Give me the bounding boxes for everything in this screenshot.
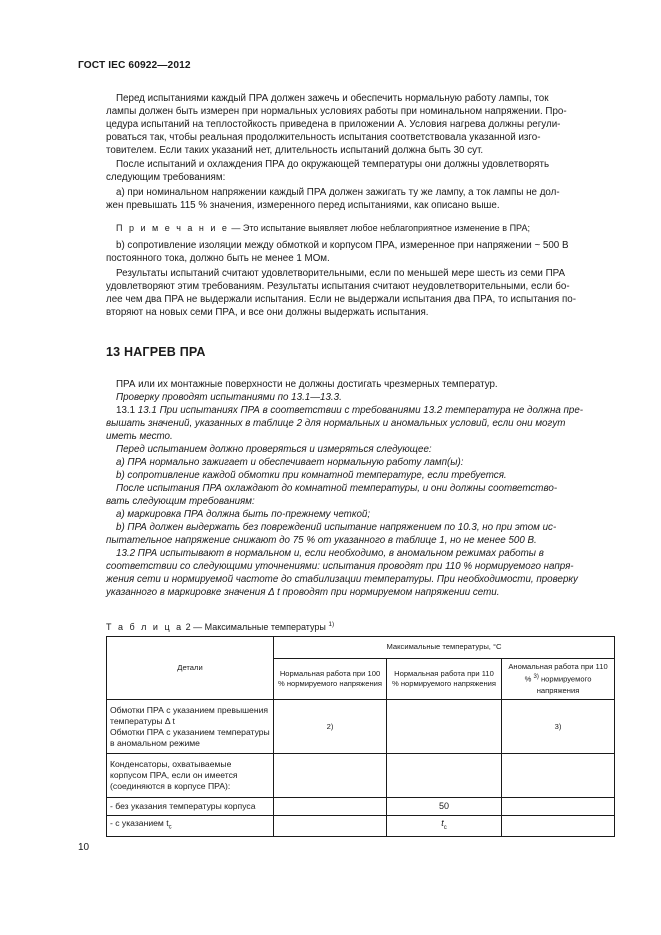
line: постоянного тока, должно быть не менее 1 МОм. xyxy=(106,253,330,264)
cell-abnormal: 3) xyxy=(502,700,615,754)
line: роваться так, чтобы реальная продолжительность испытания соответствовала указанной изго- xyxy=(106,132,541,143)
line: указанного в маркировке значения Δ t проводят при нормируемом напряжении сети. xyxy=(106,587,500,598)
col-details: Детали xyxy=(107,637,274,700)
cell-text: Обмотки ПРА с указанием температуры в аномальном режиме xyxy=(110,726,270,748)
cell-normal-110 xyxy=(387,700,502,754)
line: а) ПРА нормально зажигает и обеспечивает нормальную работу ламп(ы): xyxy=(116,457,464,468)
line: товителем. Если таких указаний нет, длительность испытаний должна быть 30 сут. xyxy=(106,145,484,156)
para-requirement-a xyxy=(106,186,614,212)
cell-text: - с указанием t xyxy=(110,818,169,829)
line: b) сопротивление каждой обмотки при комнатной температуре, если требуется. xyxy=(116,470,507,481)
line: 13.2 ПРА испытывают в нормальном и, если необходимо, в аномальном режимах работы в xyxy=(116,548,544,559)
line: вать следующим требованиям: xyxy=(106,496,255,507)
table-row xyxy=(107,700,615,754)
cell-empty xyxy=(502,754,615,798)
page-number: 10 xyxy=(78,842,90,853)
table-row xyxy=(107,816,615,837)
line: Перед испытанием должно проверяться и измеряться следующее: xyxy=(116,444,432,455)
para-after-test xyxy=(106,158,614,184)
note xyxy=(106,222,614,235)
note-text: — Это испытание выявляет любое неблагоприятное изменение в ПРА; xyxy=(228,223,530,233)
line: После испытания ПРА охлаждают до комнатной температуры, и они должны соответство- xyxy=(116,483,558,494)
line: b) сопротивление изоляции между обмоткой и корпусом ПРА, измеренное при напряжении ~ 500 В xyxy=(116,240,569,251)
cell-normal-100: 2) xyxy=(274,700,387,754)
line: лее чем два ПРА не выдержали испытания. Если не выдержали испытания два ПРА, то испытания по- xyxy=(106,294,576,305)
line: ПРА или их монтажные поверхности не должны достигать чрезмерных температур. xyxy=(116,379,498,390)
cell-with-tc xyxy=(107,816,274,837)
line: Перед испытаниями каждый ПРА должен зажечь и обеспечить нормальную работу лампы, ток xyxy=(116,93,549,104)
cell-text: Обмотки ПРА с указанием превышения температуры Δ t xyxy=(110,704,269,726)
cell-empty xyxy=(274,798,387,816)
line: жен превышать 115 % значения, измеренного перед испытаниями, как описано выше. xyxy=(106,200,500,211)
col-abnormal-text: Аномальная работа при 110 % xyxy=(508,661,608,685)
line: соответствии со следующими уточнениями: испытания проводят при 110 % нормируемого напря- xyxy=(106,561,574,572)
line: Проверку проводят испытаниями по 13.1—13.3. xyxy=(116,392,342,403)
note-label: П р и м е ч а н и е xyxy=(116,223,229,233)
line: а) маркировка ПРА должна быть по-прежнему четкой; xyxy=(116,509,371,520)
line: b) ПРА должен выдержать без повреждений испытание напряжением по 10.3, но при этом ис- xyxy=(116,522,557,533)
line: вторяют на новых семи ПРА, и все они должны выдержать испытания. xyxy=(106,307,429,318)
line: вышать значений, указанных в таблице 2 для нормальных и аномальных условий, если они могут xyxy=(106,418,566,429)
para-results xyxy=(106,267,614,319)
line: следующим требованиям: xyxy=(106,172,226,183)
col-group: Максимальные температуры, °С xyxy=(274,637,615,659)
standard-header: ГОСТ IEC 60922—2012 xyxy=(78,60,191,71)
para-test-procedure xyxy=(106,92,614,157)
line: цедура испытаний на теплостойкость приведена в приложении А. Условия нагрева должны регули- xyxy=(106,119,561,130)
col-abnormal-text-b: нормируемого напряжения xyxy=(536,675,592,695)
cell-text: t xyxy=(441,818,444,828)
col-normal-110: Нормальная работа при 110 % нормируемого напряжения xyxy=(387,659,502,700)
section-13-body xyxy=(106,378,614,599)
table-caption-note: 1) xyxy=(328,621,335,628)
cell-value-50: 50 xyxy=(387,798,502,816)
cell-empty xyxy=(502,798,615,816)
clause-num: 13.1 xyxy=(116,405,138,416)
clause-13-1 xyxy=(106,404,614,417)
line: жения сети и нормируемой частоте до стабилизации температуры. При необходимости, проверку xyxy=(106,574,578,585)
cell-value-tc xyxy=(387,816,502,837)
table-row xyxy=(107,798,615,816)
cell-empty xyxy=(274,754,387,798)
line: иметь место. xyxy=(106,431,173,442)
cell-no-case-temp: - без указания температуры корпуса xyxy=(107,798,274,816)
cell-sub: c xyxy=(168,824,172,831)
line: удовлетворяют этим требованиям. Результаты испытания считают неудовлетворительными, если бо- xyxy=(106,281,570,292)
table-header-row xyxy=(107,637,615,659)
line: Результаты испытаний считают удовлетворительными, если по меньшей мере шесть из семи ПРА xyxy=(116,268,566,279)
table-caption xyxy=(106,621,334,632)
cell-empty xyxy=(502,816,615,837)
cell-capacitors: Конденсаторы, охватываемые корпусом ПРА, если он имеется (соединяются в корпусе ПРА): xyxy=(107,754,274,798)
cell-empty xyxy=(387,754,502,798)
line: а) при номинальном напряжении каждый ПРА должен зажигать ту же лампу, а ток лампы не дол- xyxy=(116,187,560,198)
table-caption-text: 2 — Максимальные температуры xyxy=(183,622,326,632)
line: лампы должен быть измерен при нормальных условиях работы при номинальном напряжении. Про- xyxy=(106,106,567,117)
line: После испытаний и охлаждения ПРА до окружающей температуры они должны удовлетворять xyxy=(116,159,550,170)
table-caption-prefix: Т а б л и ц а xyxy=(106,622,184,632)
cell-sub: c xyxy=(443,824,447,831)
col-abnormal-110 xyxy=(502,659,615,700)
cell-windings xyxy=(107,700,274,754)
section-title: 13 НАГРЕВ ПРА xyxy=(106,345,206,359)
clause-text: 13.1 При испытаниях ПРА в соответствии с требованиями 13.2 температура не должна пре- xyxy=(137,405,584,416)
col-abnormal-sup: 3) xyxy=(533,674,539,681)
col-normal-100: Нормальная работа при 100 % нормируемого напряжения xyxy=(274,659,387,700)
line: пытательное напряжение снижают до 75 % от указанного в таблице 1, но не менее 500 В. xyxy=(106,535,537,546)
table-row xyxy=(107,754,615,798)
max-temperature-table xyxy=(106,636,615,837)
para-requirement-b xyxy=(106,239,614,265)
cell-empty xyxy=(274,816,387,837)
